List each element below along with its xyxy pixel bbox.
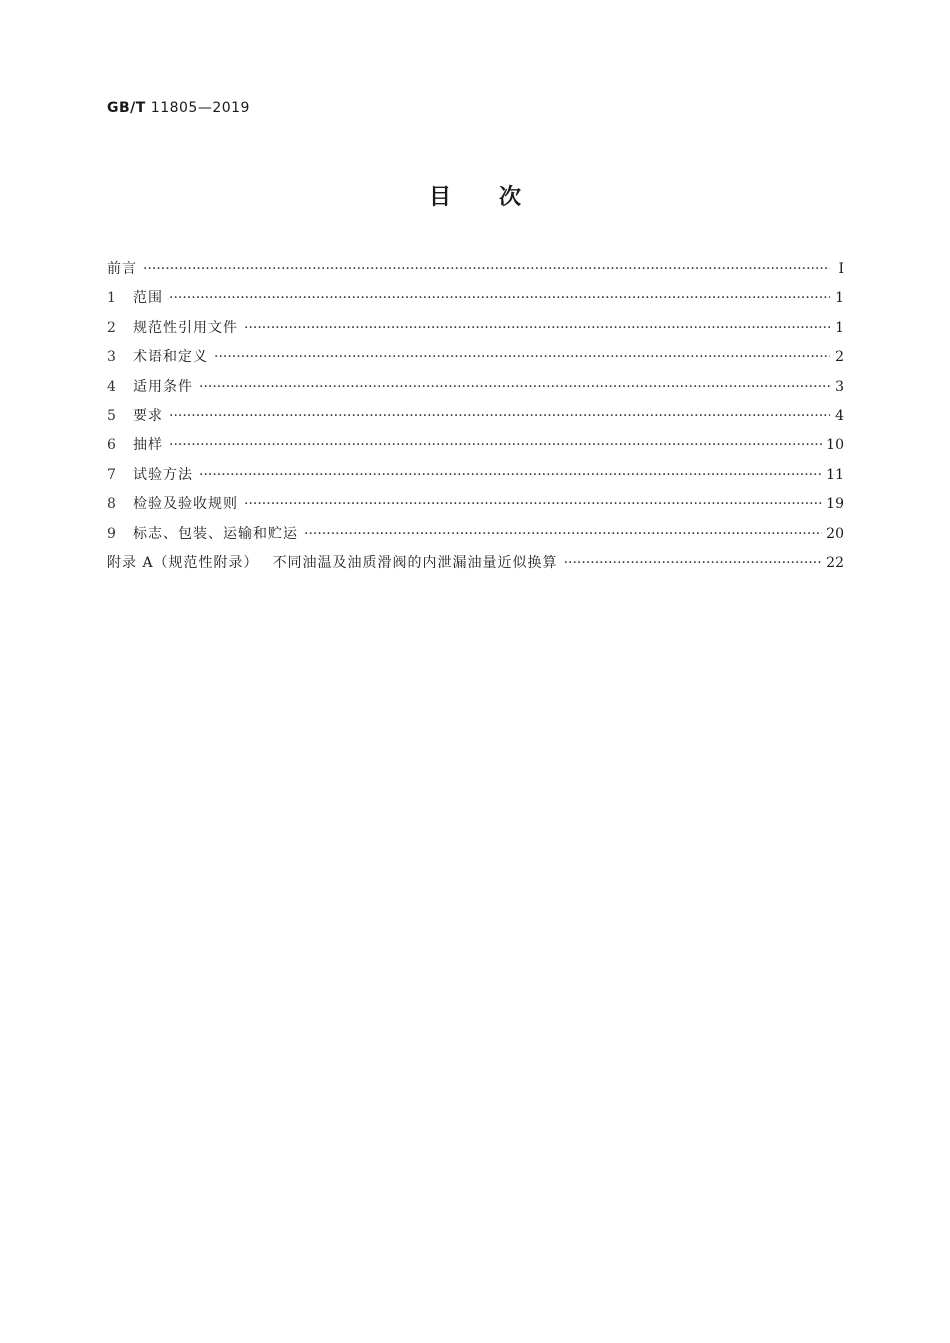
toc-page-number: 11	[826, 466, 844, 483]
toc-entry-4[interactable]	[107, 376, 844, 405]
toc-page-number: 4	[835, 407, 844, 424]
toc-entry-9[interactable]	[107, 523, 844, 552]
standard-prefix: GB/T	[107, 100, 146, 116]
page-title-char-2: 次	[499, 185, 522, 210]
appendix-designation: 附录 A（规范性附录）	[107, 554, 259, 571]
toc-entry-appendix-a[interactable]	[107, 552, 844, 581]
toc-entry-label: 术语和定义	[133, 349, 208, 366]
toc-entry-number: 3	[107, 349, 116, 366]
page-title-char-1: 目	[428, 185, 451, 210]
toc-entry-2[interactable]	[107, 317, 844, 346]
toc-entry-label: 规范性引用文件	[133, 319, 238, 336]
toc-entry-number: 2	[107, 319, 116, 336]
toc-leader-dots	[169, 408, 830, 424]
toc-entry-number: 7	[107, 466, 116, 483]
standard-code	[107, 100, 250, 116]
toc-entry-8[interactable]	[107, 493, 844, 522]
toc-leader-dots	[244, 496, 822, 512]
toc-page-number: Ⅰ	[838, 261, 844, 277]
toc-leader-dots	[169, 437, 822, 453]
toc-entry-label: 标志、包装、运输和贮运	[133, 525, 298, 542]
toc-page-number: 22	[826, 554, 844, 571]
toc-entry-foreword[interactable]	[107, 258, 844, 287]
toc-leader-dots	[199, 379, 830, 395]
toc-page-number: 3	[835, 378, 844, 395]
toc-page-number: 2	[835, 349, 844, 366]
toc-entry-1[interactable]	[107, 287, 844, 316]
toc-entry-label: 适用条件	[133, 378, 193, 395]
toc-entry-label: 抽样	[133, 437, 163, 454]
toc-page-number: 20	[826, 525, 844, 542]
toc-page-number: 10	[826, 437, 844, 454]
toc-page-number: 1	[835, 319, 844, 336]
toc-leader-dots	[214, 349, 830, 365]
toc-entry-6[interactable]	[107, 434, 844, 463]
page-title	[0, 180, 950, 211]
toc-page-number: 19	[826, 496, 844, 513]
toc-page-number: 1	[835, 290, 844, 307]
toc-entry-number: 4	[107, 378, 116, 395]
toc-entry-label	[107, 552, 558, 572]
toc-entry-label: 试验方法	[133, 466, 193, 483]
toc-entry-label: 前言	[107, 261, 137, 277]
table-of-contents	[107, 258, 844, 581]
toc-leader-dots	[199, 467, 822, 483]
toc-entry-label: 检验及验收规则	[133, 496, 238, 513]
toc-entry-3[interactable]	[107, 346, 844, 375]
toc-entry-5[interactable]	[107, 405, 844, 434]
toc-leader-dots	[304, 526, 822, 542]
toc-entry-number: 6	[107, 437, 116, 454]
toc-entry-number: 9	[107, 525, 116, 542]
toc-entry-7[interactable]	[107, 464, 844, 493]
toc-entry-label: 要求	[133, 407, 163, 424]
toc-leader-dots	[143, 261, 830, 277]
toc-entry-number: 1	[107, 290, 116, 307]
toc-entry-label: 范围	[133, 290, 163, 307]
toc-leader-dots	[564, 555, 823, 571]
standard-number: 11805—2019	[150, 100, 250, 116]
appendix-title: 不同油温及油质滑阀的内泄漏油量近似换算	[272, 554, 558, 571]
toc-entry-number: 5	[107, 407, 116, 424]
toc-leader-dots	[169, 290, 830, 306]
toc-leader-dots	[244, 320, 830, 336]
toc-entry-number: 8	[107, 496, 116, 513]
